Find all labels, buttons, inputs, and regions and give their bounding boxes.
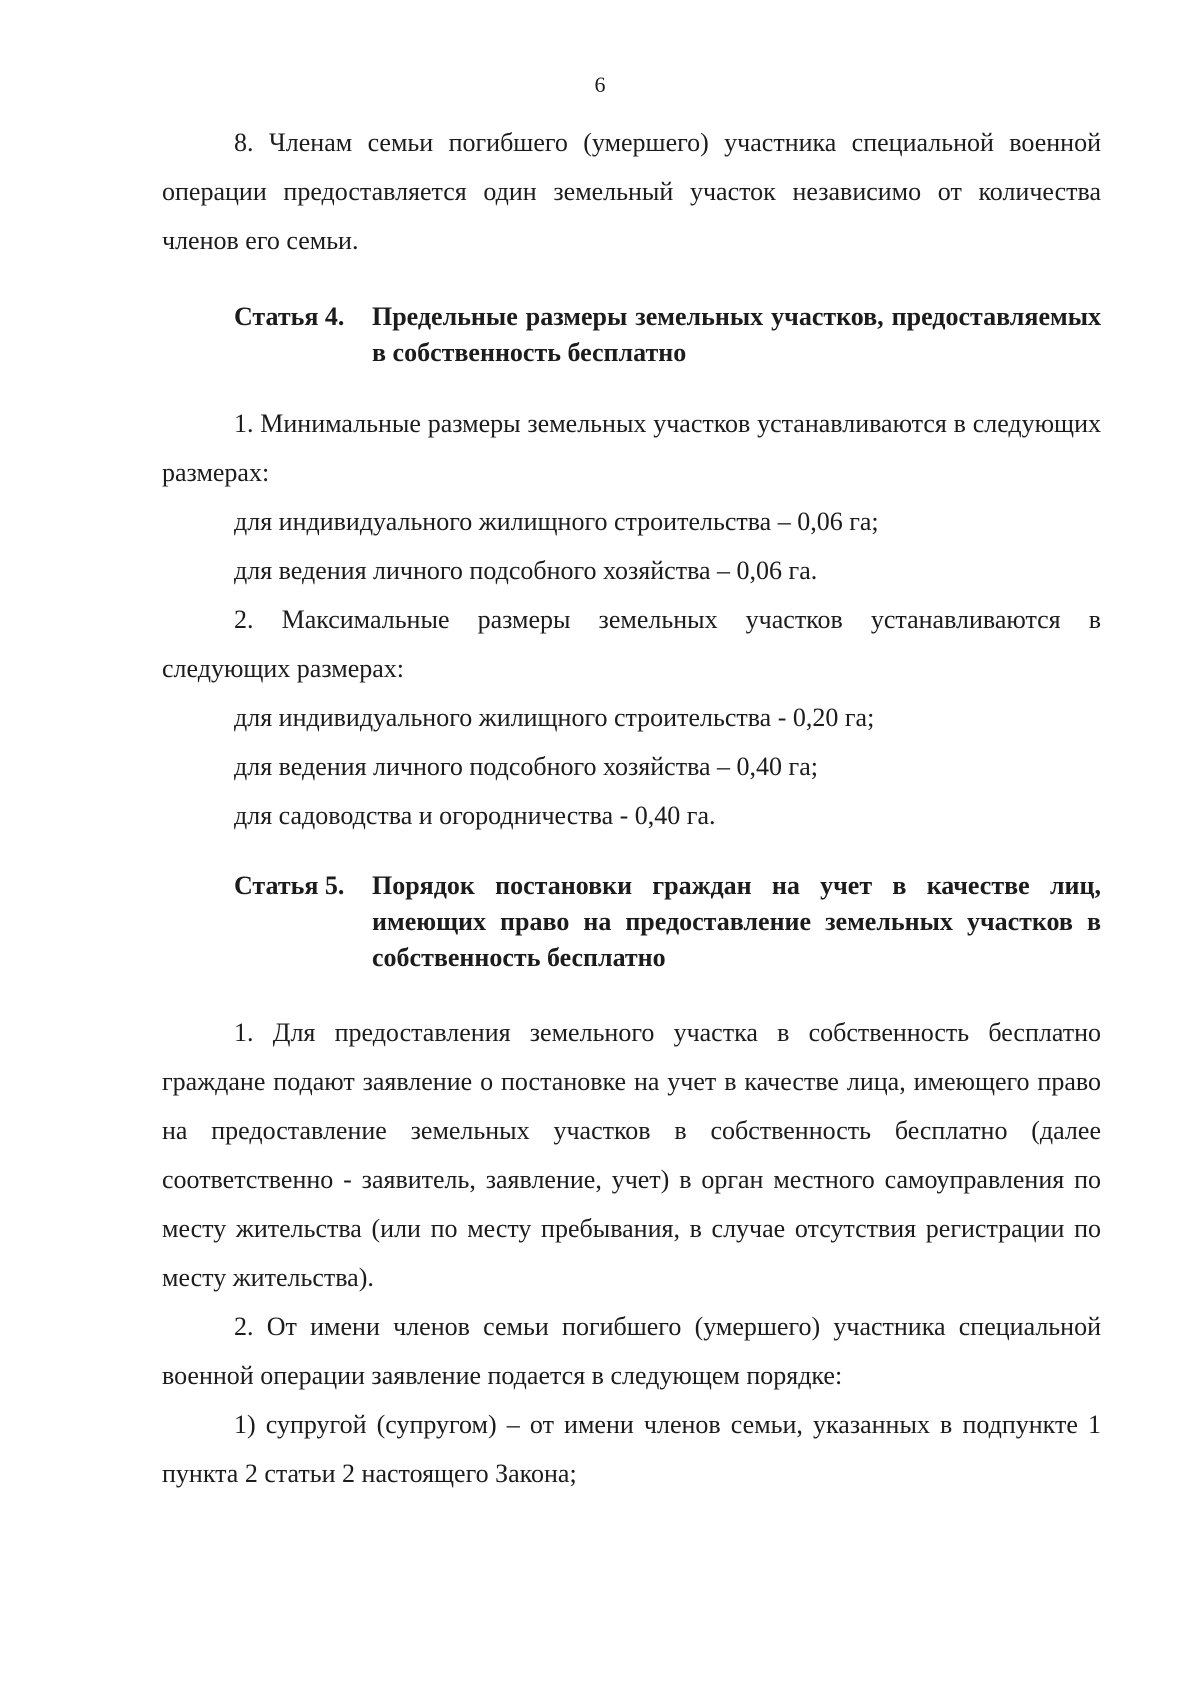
document-body (162, 118, 1101, 1498)
article-4-paragraph-1: 1. Минимальные размеры земельных участков устанавливаются в следующих размерах: (162, 409, 1101, 487)
article-4-label: Статья 4. (234, 302, 345, 331)
article-4-paragraph-2-item-3: для садоводства и огородничества - 0,40 га. (234, 801, 716, 830)
spacer (162, 265, 1101, 299)
page-number: 6 (594, 72, 606, 97)
spacer (162, 976, 1101, 1008)
article-5-paragraph-2: 2. От имени членов семьи погибшего (умершего) участника специальной военной операции заявление подается в следующем порядке: (162, 1312, 1101, 1390)
article-5-heading (162, 868, 1101, 976)
article-5-paragraph-1: 1. Для предоставления земельного участка в собственность бесплатно граждане подают заявление о постановке на учет в качестве лица, имеющего право на предоставление земельных участков в собственность бесплатно (далее соответственно - заявитель, заявление, учет) в орган местного самоуправления по месту жительства (или по месту пребывания, в случае отсутствия регистрации по месту жительства). (162, 1018, 1101, 1292)
article-4-title: Предельные размеры земельных участков, предоставляемых в собственность бесплатно (372, 302, 1101, 367)
article-5-title: Порядок постановки граждан на учет в качестве лиц, имеющих право на предоставление земельных участков в собственность бесплатно (372, 871, 1101, 972)
article-5-label: Статья 5. (234, 871, 345, 900)
article-4-paragraph-2: 2. Максимальные размеры земельных участков устанавливаются в следующих размерах: (162, 605, 1101, 683)
spacer (162, 840, 1101, 868)
article-4-paragraph-1-item-1: для индивидуального жилищного строительства – 0,06 га; (234, 507, 879, 536)
article-4-paragraph-2-item-1: для индивидуального жилищного строительства - 0,20 га; (234, 703, 875, 732)
article-5-paragraph-2-subitem-1: 1) супругой (супругом) – от имени членов семьи, указанных в подпункте 1 пункта 2 статьи 2 настоящего Закона; (162, 1410, 1101, 1488)
spacer (162, 371, 1101, 399)
article-4-paragraph-2-item-2: для ведения личного подсобного хозяйства – 0,40 га; (234, 752, 818, 781)
paragraph-8: 8. Членам семьи погибшего (умершего) участника специальной военной операции предоставляется один земельный участок независимо от количества членов его семьи. (162, 128, 1101, 255)
article-4-paragraph-1-item-2: для ведения личного подсобного хозяйства – 0,06 га. (234, 556, 818, 585)
article-4-heading (162, 299, 1101, 371)
